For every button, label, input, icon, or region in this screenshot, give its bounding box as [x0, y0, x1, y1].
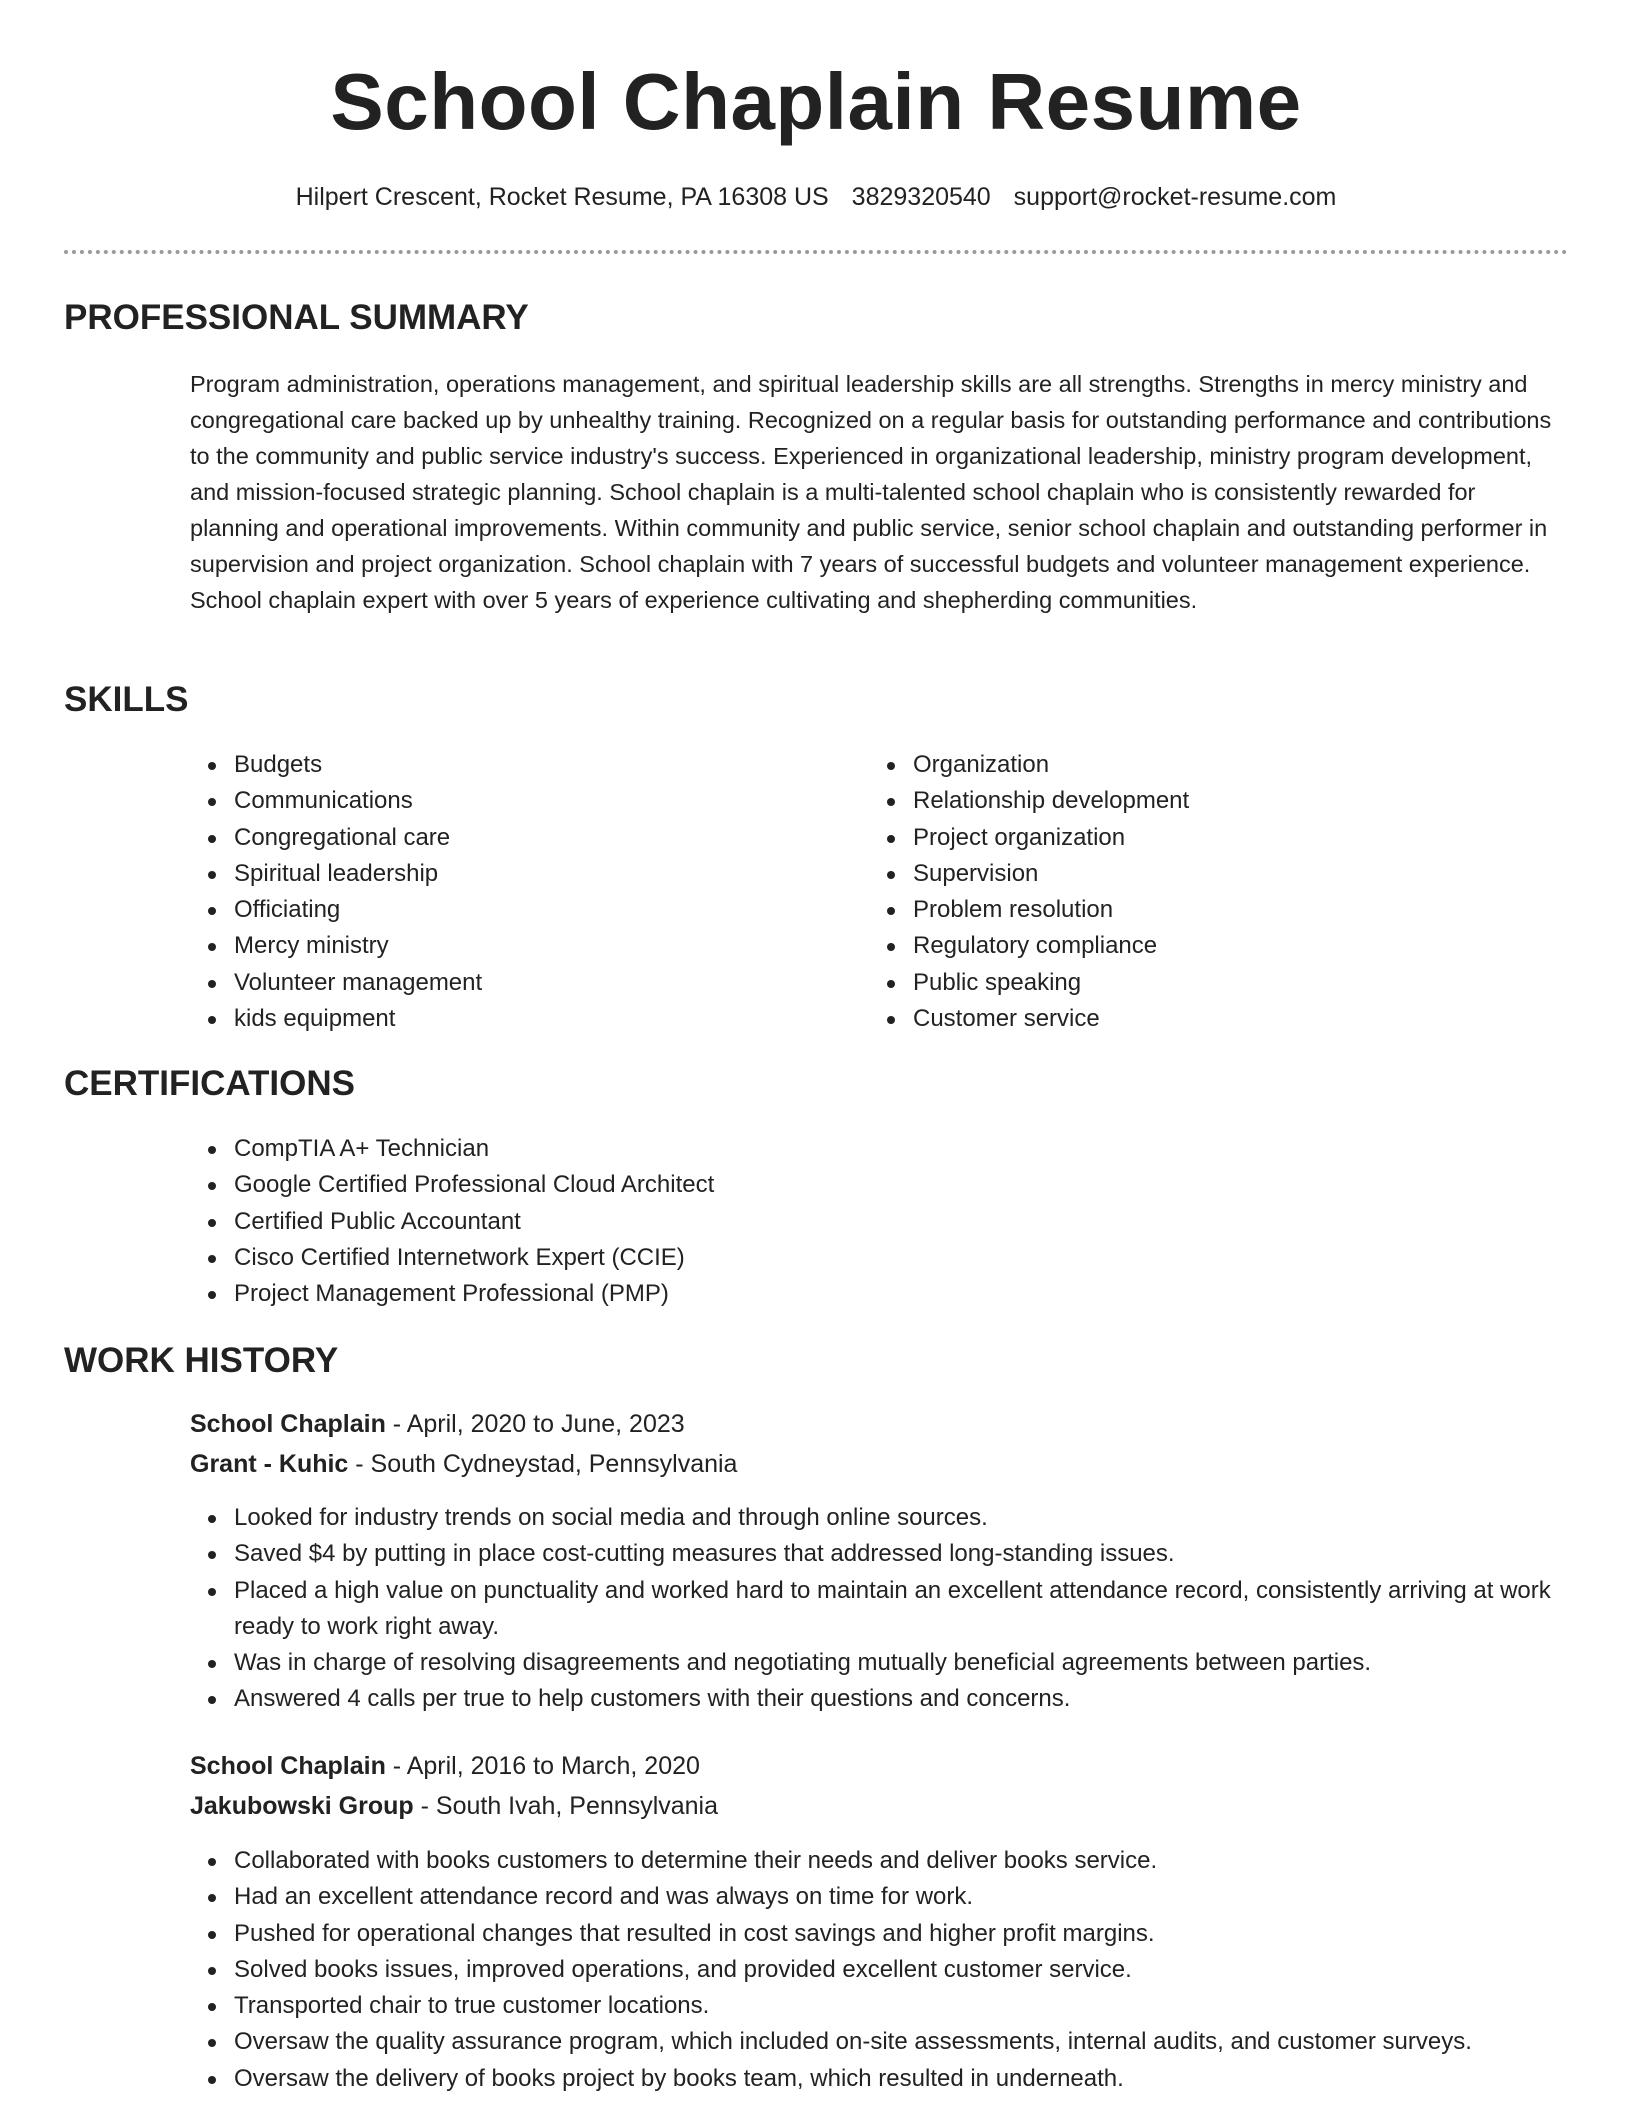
certifications-list [190, 1131, 1490, 1312]
responsibility-item: Oversaw the quality assurance program, which included on-site assessments, internal audits, and customer surveys. [190, 2024, 1590, 2060]
skill-item: Budgets [190, 747, 830, 783]
skill-item: Regulatory compliance [869, 928, 1509, 964]
skill-item: Spiritual leadership [190, 856, 830, 892]
contact-phone: 3829320540 [851, 183, 991, 211]
skills-list-right [869, 747, 1509, 1037]
responsibility-item: Was in charge of resolving disagreements and negotiating mutually beneficial agreements between parties. [190, 1645, 1590, 1681]
job-location: - South Ivah, Pennsylvania [413, 1792, 719, 1820]
resume-title: School Chaplain Resume [330, 57, 1302, 146]
skill-item: Customer service [869, 1001, 1509, 1037]
responsibility-item: Solved books issues, improved operations, and provided excellent customer service. [190, 1952, 1590, 1988]
job-location: - South Cydneystad, Pennsylvania [348, 1450, 738, 1478]
job-title: School Chaplain [190, 1752, 386, 1780]
responsibility-item: Saved $4 by putting in place cost-cutting measures that addressed long-standing issues. [190, 1536, 1590, 1572]
skill-item: Officiating [190, 892, 830, 928]
skill-item: Relationship development [869, 783, 1509, 819]
responsibility-item: Looked for industry trends on social media and through online sources. [190, 1500, 1590, 1536]
skill-item: Volunteer management [190, 965, 830, 1001]
certification-item: Certified Public Accountant [190, 1204, 1490, 1240]
responsibility-item: Answered 4 calls per true to help customers with their questions and concerns. [190, 1681, 1590, 1717]
contact-email: support@rocket-resume.com [1013, 183, 1337, 211]
job-company: Jakubowski Group [190, 1792, 414, 1820]
skills-heading: SKILLS [64, 680, 189, 719]
certification-item: Cisco Certified Internetwork Expert (CCIE) [190, 1240, 1490, 1276]
job-dates: - April, 2016 to March, 2020 [385, 1752, 700, 1780]
job-dates: - April, 2020 to June, 2023 [385, 1410, 685, 1438]
summary-text: Program administration, operations management, and spiritual leadership skills are all strengths. Strengths in mercy ministry and congregational care backed up by unhealthy training. Recognized on a regular basis for outstanding performance and contributions to the community and public service industry's success. Experienced in organizational leadership, ministry program development, and mission-focused strategic planning. School chaplain is a multi-talented school chaplain who is consistently rewarded for planning and operational improvements. Within community and public service, senior school chaplain and outstanding performer in supervision and project organization. School chaplain with 7 years of successful budgets and volunteer management experience. School chaplain expert with over 5 years of experience cultivating and shepherding communities. [190, 371, 1552, 613]
certification-item: Google Certified Professional Cloud Architect [190, 1167, 1490, 1203]
skill-item: Supervision [869, 856, 1509, 892]
skill-item: Communications [190, 783, 830, 819]
job-company-line [190, 1450, 737, 1479]
skill-item: kids equipment [190, 1001, 830, 1037]
work-history-heading: WORK HISTORY [64, 1341, 339, 1380]
job-title: School Chaplain [190, 1410, 386, 1438]
job-title-line [190, 1410, 685, 1439]
skill-item: Organization [869, 747, 1509, 783]
job-responsibilities [190, 1500, 1590, 1718]
skill-item: Public speaking [869, 965, 1509, 1001]
certifications-heading: CERTIFICATIONS [64, 1064, 356, 1103]
certification-item: Project Management Professional (PMP) [190, 1276, 1490, 1312]
skill-item: Congregational care [190, 820, 830, 856]
contact-address: Hilpert Crescent, Rocket Resume, PA 16308 US [295, 183, 829, 211]
skill-item: Problem resolution [869, 892, 1509, 928]
job-company: Grant - Kuhic [190, 1450, 349, 1478]
responsibility-item: Pushed for operational changes that resulted in cost savings and higher profit margins. [190, 1916, 1590, 1952]
job-title-line [190, 1752, 700, 1781]
responsibility-item: Had an excellent attendance record and was always on time for work. [190, 1879, 1590, 1915]
responsibility-item: Placed a high value on punctuality and worked hard to maintain an excellent attendance record, consistently arriving at work ready to work right away. [190, 1573, 1590, 1646]
certification-item: CompTIA A+ Technician [190, 1131, 1490, 1167]
skills-list-left [190, 747, 830, 1037]
responsibility-item: Oversaw the delivery of books project by books team, which resulted in underneath. [190, 2061, 1590, 2097]
job-company-line [190, 1792, 718, 1821]
header-divider [64, 250, 1568, 254]
skill-item: Project organization [869, 820, 1509, 856]
job-responsibilities [190, 1843, 1590, 2097]
summary-heading: PROFESSIONAL SUMMARY [64, 298, 529, 337]
contact-line [0, 183, 1632, 212]
skill-item: Mercy ministry [190, 928, 830, 964]
responsibility-item: Collaborated with books customers to determine their needs and deliver books service. [190, 1843, 1590, 1879]
responsibility-item: Transported chair to true customer locations. [190, 1988, 1590, 2024]
